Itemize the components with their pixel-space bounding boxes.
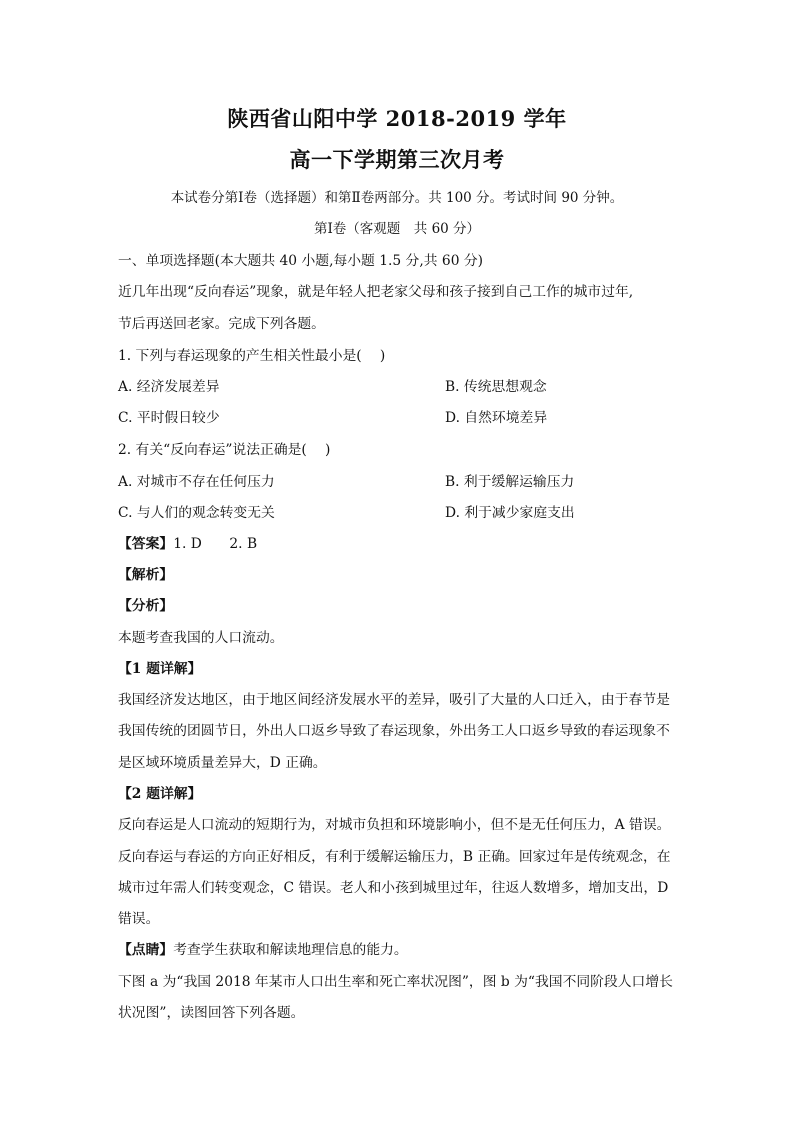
dianjing-text: 考查学生获取和解读地理信息的能力。 xyxy=(173,942,408,958)
fenxi-text: 本题考查我国的人口流动。 xyxy=(118,630,284,646)
exam-title-line2: 高一下学期第三次月考 xyxy=(289,147,505,172)
q1-option-b: B. 传统思想观念 xyxy=(445,379,547,395)
material1-line2: 节后再送回老家。完成下列各题。 xyxy=(118,316,325,332)
dianjing-line xyxy=(118,938,678,958)
exam-title-line1: 陕西省山阳中学 2018-2019 学年 xyxy=(227,106,567,131)
answer-text: 1. D 2. B xyxy=(173,536,258,552)
q1-detail-line: 我国传统的团圆节日，外出人口返乡导致了春运现象，外出务工人口返乡导致的春运现象不 xyxy=(118,723,670,739)
q2-option-d: D. 利于减少家庭支出 xyxy=(445,505,575,521)
dianjing-tag: 【点睛】 xyxy=(118,942,174,958)
q2-detail-tag: 【2 题详解】 xyxy=(118,786,202,802)
q2-detail-line: 反向春运与春运的方向正好相反，有利于缓解运输压力，B 正确。回家过年是传统观念，在 xyxy=(118,849,671,865)
q1-detail-tag: 【1 题详解】 xyxy=(118,661,202,677)
q1-option-a: A. 经济发展差异 xyxy=(118,379,220,395)
q1-stem: 1. 下列与春运现象的产生相关性最小是( ) xyxy=(118,348,386,364)
analysis-tag: 【解析】 xyxy=(118,567,174,583)
answer-line xyxy=(118,532,678,552)
q2-option-c: C. 与人们的观念转变无关 xyxy=(118,505,275,521)
q2-detail-line: 错误。 xyxy=(118,911,160,927)
part1-heading: 第Ⅰ卷（客观题 共 60 分） xyxy=(313,221,481,237)
q2-detail-line: 城市过年需人们转变观念，C 错误。老人和小孩到城里过年，往返人数增多，增加支出，D xyxy=(118,880,669,896)
q2-stem: 2. 有关“反向春运”说法正确是( ) xyxy=(118,442,331,458)
material1-line1: 近几年出现“反向春运”现象，就是年轻人把老家父母和孩子接到自己工作的城市过年, xyxy=(118,284,634,300)
fenxi-tag: 【分析】 xyxy=(118,598,174,614)
material2-line2: 状况图”，读图回答下列各题。 xyxy=(118,1005,305,1021)
exam-intro: 本试卷分第Ⅰ卷（选择题）和第Ⅱ卷两部分。共 100 分。考试时间 90 分钟。 xyxy=(170,190,624,206)
q1-detail-line: 是区域环境质量差异大，D 正确。 xyxy=(118,755,327,771)
q1-option-c: C. 平时假日较少 xyxy=(118,410,220,426)
q2-option-b: B. 利于缓解运输压力 xyxy=(445,474,575,490)
q2-option-a: A. 对城市不存在任何压力 xyxy=(118,474,275,490)
q2-detail-line: 反向春运是人口流动的短期行为，对城市负担和环境影响小，但不是无任何压力，A 错误。 xyxy=(118,817,671,833)
q1-option-d: D. 自然环境差异 xyxy=(445,410,548,426)
q1-detail-line: 我国经济发达地区，由于地区间经济发展水平的差异，吸引了大量的人口迁入，由于春节是 xyxy=(118,692,670,708)
section1-heading: 一、单项选择题(本大题共 40 小题,每小题 1.5 分,共 60 分) xyxy=(118,253,484,269)
material2-line1: 下图 a 为“我国 2018 年某市人口出生率和死亡率状况图”，图 b 为“我国不同阶段人口增长 xyxy=(118,974,673,990)
answer-tag: 【答案】 xyxy=(118,536,174,552)
